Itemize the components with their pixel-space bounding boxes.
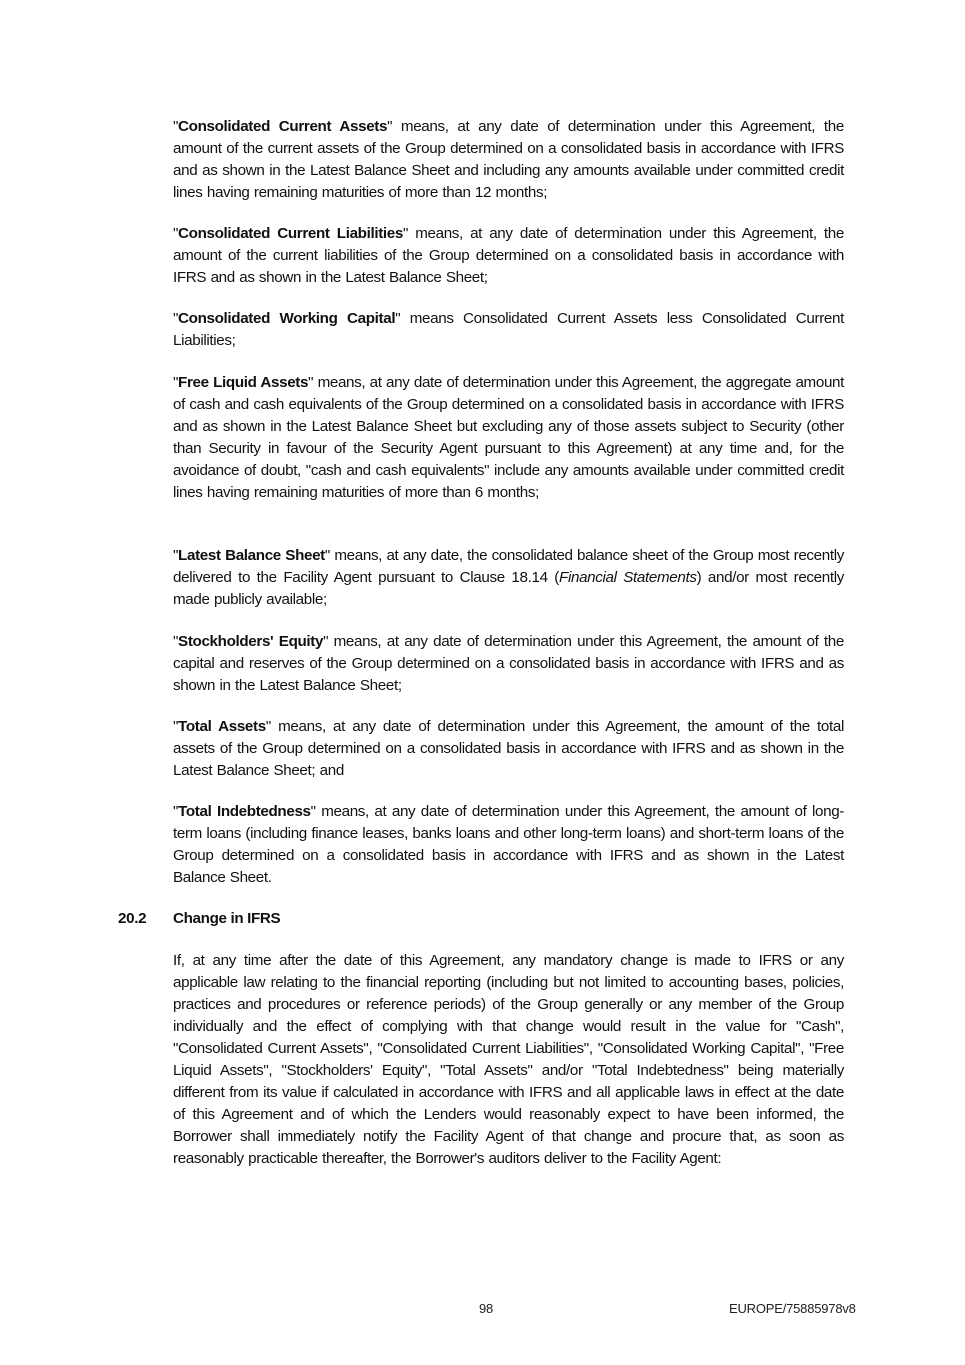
- definition-text: " means, at any date of determination under this Agreement, the aggregate amount of cash and cash equivalents of the Group determined on a consolidated basis in accordance with IFRS and as shown in the Latest Balance Sheet but excluding any of those assets subject to Security (other than Security in favour of the Security Agent pursuant to this Agreement) at any time and, for the avoidance of doubt, "cash and cash equivalents" include any amounts available under committed credit lines having remaining maturities of more than 6 months;: [173, 374, 845, 501]
- defined-term: Consolidated Working Capital: [178, 310, 396, 327]
- open-quote: ": [173, 633, 179, 650]
- definition-consolidated-current-liabilities: [173, 223, 844, 289]
- open-quote: ": [173, 118, 179, 135]
- defined-term: Free Liquid Assets: [178, 374, 309, 391]
- definition-text: " means, at any date, the consolidated balance sheet of the Group most recently delivered to the Facility Agent pursuant to Clause 18.14 (: [173, 547, 844, 586]
- defined-term: Consolidated Current Assets: [178, 118, 388, 135]
- definition-text: " means, at any date of determination under this Agreement, the amount of the current assets of the Group determined on a consolidated basis in accordance with IFRS and as shown in the Latest Balance Sheet and including any amounts available under committed credit lines having remaining maturities of more than 12 months;: [173, 118, 844, 201]
- defined-term: Total Assets: [178, 718, 266, 735]
- clause-reference-title: Financial Statements: [559, 569, 697, 586]
- open-quote: ": [173, 547, 179, 564]
- document-reference: EUROPE/75885978v8: [729, 1301, 856, 1316]
- defined-term: Total Indebtedness: [178, 803, 311, 820]
- section-number: 20.2: [118, 910, 147, 927]
- definition-text: " means, at any date of determination under this Agreement, the amount of long-term loans (including finance leases, banks loans and other long-term loans) and short-term loans of the Group determined on a consolidated basis in accordance with IFRS and as shown in the Latest Balance Sheet.: [173, 803, 844, 886]
- open-quote: ": [173, 374, 179, 391]
- definition-text-end: ) and/or most recently made publicly available;: [173, 569, 844, 608]
- definition-latest-balance-sheet: [173, 545, 844, 611]
- definition-total-indebtedness: [173, 801, 844, 889]
- definition-stockholders-equity: [173, 631, 844, 697]
- definition-consolidated-current-assets: [173, 116, 844, 204]
- open-quote: ": [173, 803, 179, 820]
- open-quote: ": [173, 718, 179, 735]
- definition-free-liquid-assets: [173, 372, 844, 504]
- defined-term: Latest Balance Sheet: [178, 547, 325, 564]
- definition-text: " means, at any date of determination under this Agreement, the amount of the capital and reserves of the Group determined on a consolidated basis in accordance with IFRS and as shown in the Latest Balance Sheet;: [173, 633, 844, 694]
- defined-term: Consolidated Current Liabilities: [178, 225, 403, 242]
- open-quote: ": [173, 310, 179, 327]
- section-title: Change in IFRS: [173, 910, 281, 927]
- definition-total-assets: [173, 716, 844, 782]
- definition-text: " means, at any date of determination under this Agreement, the amount of the total assets of the Group determined on a consolidated basis in accordance with IFRS and as shown in the Latest Balance Sheet; and: [173, 718, 845, 779]
- definition-text: " means Consolidated Current Assets less Consolidated Current Liabilities;: [173, 310, 844, 349]
- defined-term: Stockholders' Equity: [178, 633, 324, 650]
- open-quote: ": [173, 225, 179, 242]
- page-number: 98: [479, 1301, 494, 1316]
- definition-text: " means, at any date of determination under this Agreement, the amount of the current liabilities of the Group determined on a consolidated basis in accordance with IFRS and as shown in the Latest Balance Sheet;: [173, 225, 844, 286]
- section-body: If, at any time after the date of this Agreement, any mandatory change is made to IFRS or any applicable law relating to the financial reporting (including but not limited to accounting bases, policies, practices and procedures or reference periods) of the Group generally or any member of the Group individually and the effect of complying with that change would result in the value for "Cash", "Consolidated Current Assets", "Consolidated Current Liabilities", "Consolidated Working Capital", "Free Liquid Assets", "Stockholders' Equity", "Total Assets" and/or "Total Indebtedness" being materially different from its value if calculated in accordance with IFRS and all applicable laws in effect at the date of this Agreement and of which the Lenders would reasonably expect to have been informed, the Borrower shall immediately notify the Facility Agent of that change and procure that, as soon as reasonably practicable thereafter, the Borrower's auditors deliver to the Facility Agent:: [173, 952, 844, 1167]
- definition-consolidated-working-capital: [173, 308, 844, 352]
